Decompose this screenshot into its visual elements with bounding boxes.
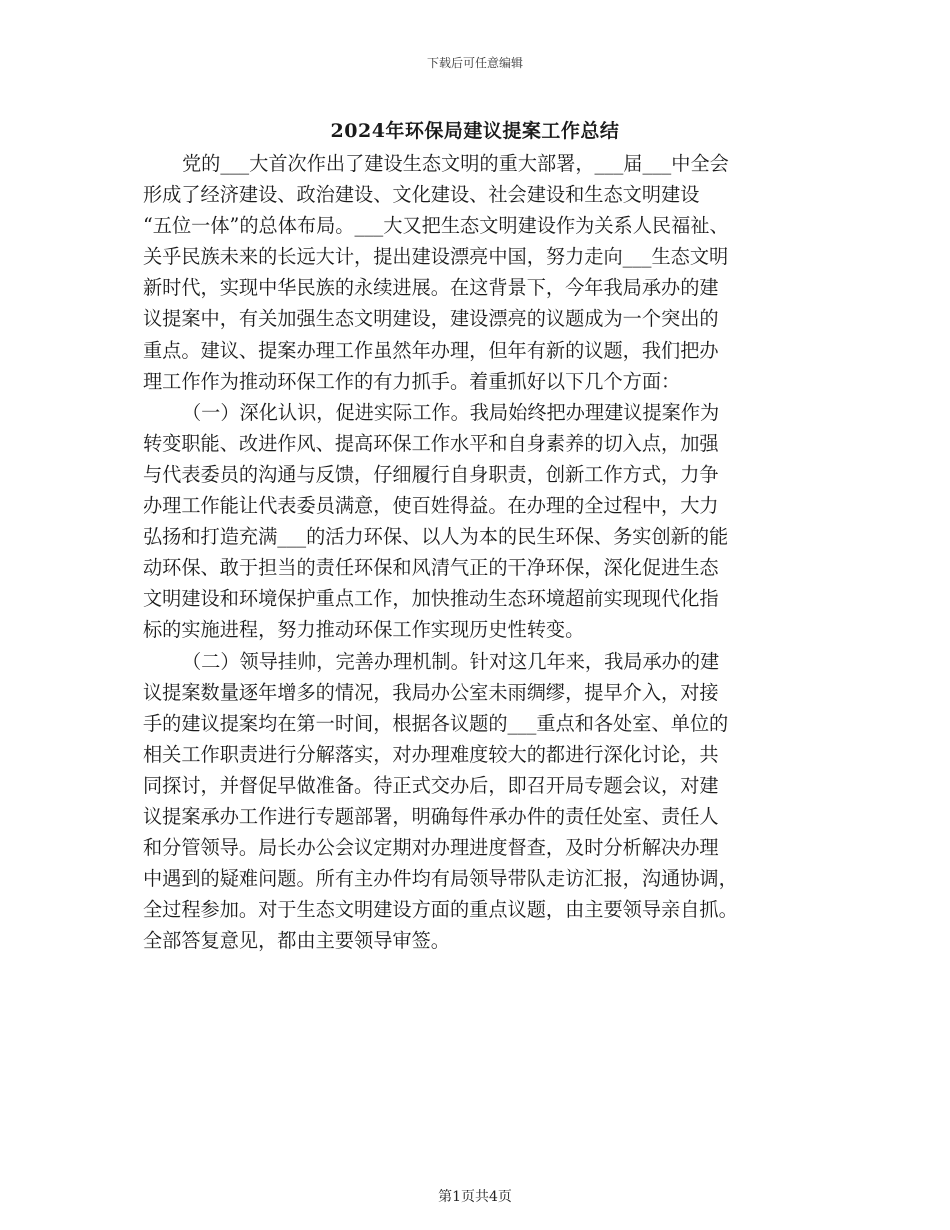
text-line: 理工作作为推动环保工作的有力抓手。着重抓好以下几个方面： — [143, 369, 681, 393]
text-line: （二）领导挂帅，完善办理机制。针对这几年来，我局承办的建 — [182, 649, 720, 673]
text-line: 全部答复意见，都由主要领导审签。 — [143, 929, 450, 953]
paragraph-1 — [143, 148, 813, 397]
text-line: 转变职能、改进作风、提高环保工作水平和自身素养的切入点，加强 — [143, 431, 719, 455]
text-line: 与代表委员的沟通与反馈，仔细履行自身职责，创新工作方式，力争 — [143, 462, 719, 486]
document-title: 2024年环保局建议提案工作总结 — [330, 120, 620, 142]
header-note: 下载后可任意编辑 — [426, 56, 523, 70]
text-line: 相关工作职责进行分解落实，对办理难度较大的都进行深化讨论，共 — [143, 742, 719, 766]
text-line: 弘扬和打造充满___的活力环保、以人为本的民生环保、务实创新的能 — [143, 525, 729, 549]
text-line: 新时代，实现中华民族的永续进展。在这背景下，今年我局承办的建 — [143, 276, 719, 300]
document-body — [143, 148, 813, 956]
text-line: 标的实施进程，努力推动环保工作实现历史性转变。 — [143, 618, 585, 642]
text-line: 同探讨，并督促早做准备。待正式交办后，即召开局专题会议，对建 — [143, 773, 719, 797]
page-number: 第1页共4页 — [438, 1189, 512, 1205]
text-line: 关乎民族未来的长远大计，提出建设漂亮中国，努力走向___生态文明 — [143, 245, 729, 269]
text-line: “五位一体”的总体布局。___大又把生态文明建设作为关系人民福祉、 — [143, 214, 729, 238]
text-line: 全过程参加。对于生态文明建设方面的重点议题，由主要领导亲自抓。 — [143, 898, 738, 922]
text-line: （一）深化认识，促进实际工作。我局始终把办理建议提案作为 — [182, 400, 720, 424]
text-line: 议提案承办工作进行专题部署，明确每件承办件的责任处室、责任人 — [143, 804, 719, 828]
paragraph-3 — [143, 646, 813, 957]
text-line: 动环保、敢于担当的责任环保和风清气正的干净环保，深化促进生态 — [143, 556, 719, 580]
text-line: 重点。建议、提案办理工作虽然年办理，但年有新的议题，我们把办 — [143, 338, 719, 362]
text-line: 议提案中，有关加强生态文明建设，建设漂亮的议题成为一个突出的 — [143, 307, 719, 331]
text-line: 中遇到的疑难问题。所有主办件均有局领导带队走访汇报，沟通协调， — [143, 867, 738, 891]
text-line: 办理工作能让代表委员满意，使百姓得益。在办理的全过程中，大力 — [143, 494, 719, 518]
text-line: 和分管领导。局长办公会议定期对办理进度督查，及时分析解决办理 — [143, 836, 719, 860]
text-line: 党的___大首次作出了建设生态文明的重大部署，___届___中全会 — [182, 152, 729, 175]
text-line: 文明建设和环境保护重点工作，加快推动生态环境超前实现现代化指 — [143, 587, 719, 611]
text-line: 手的建议提案均在第一时间，根据各议题的___重点和各处室、单位的 — [143, 711, 729, 735]
text-line: 形成了经济建设、政治建设、文化建设、社会建设和生态文明建设 — [143, 183, 700, 207]
text-line: 议提案数量逐年增多的情况，我局办公室未雨绸缪，提早介入，对接 — [143, 680, 719, 704]
paragraph-2 — [143, 397, 813, 646]
